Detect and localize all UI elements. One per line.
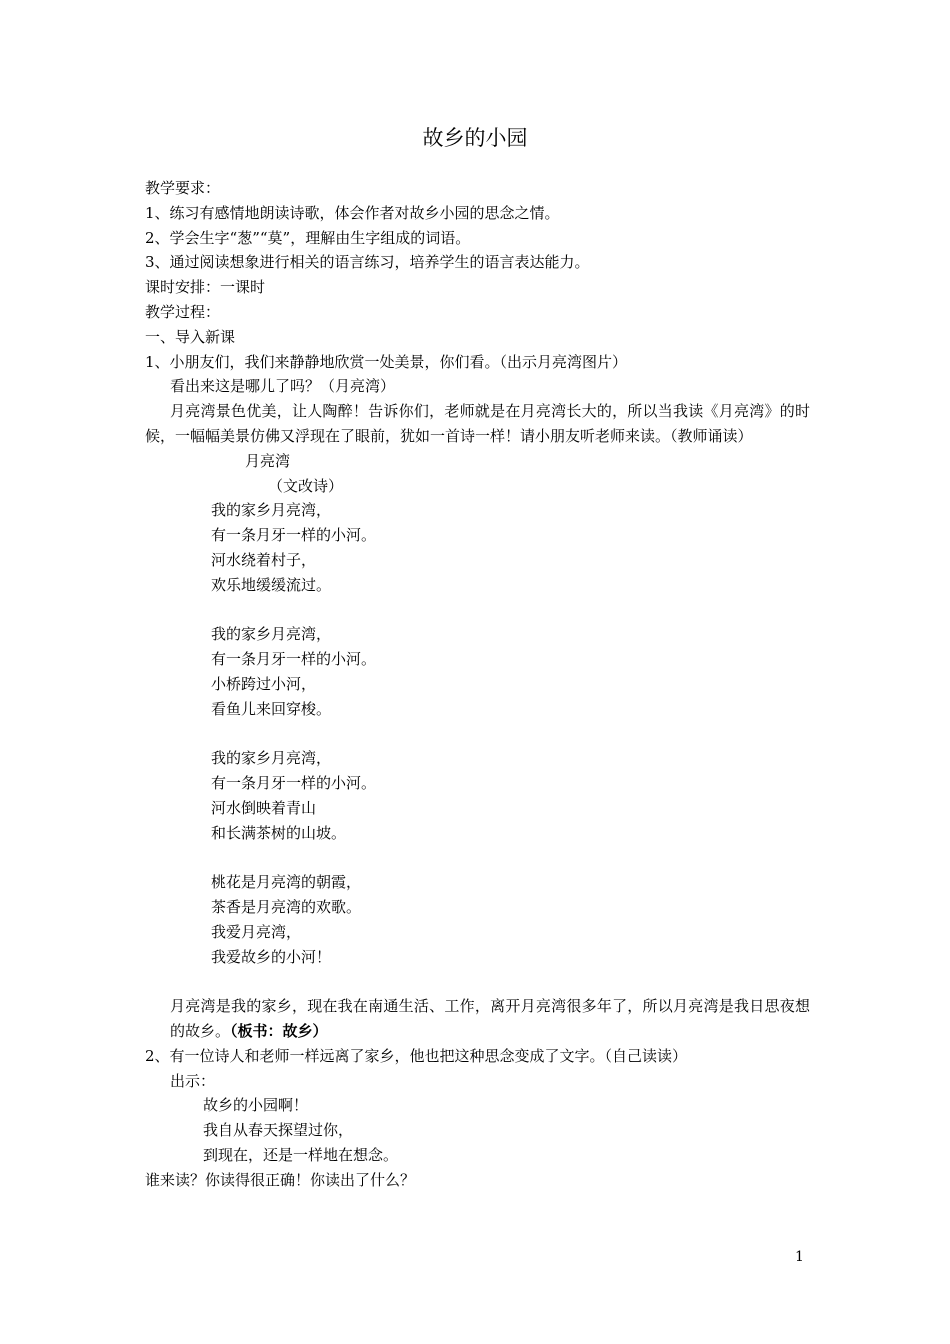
poem-line: 看鱼儿来回穿梭。 bbox=[211, 699, 332, 718]
poem-line: 有一条月牙一样的小河。 bbox=[211, 774, 377, 793]
poem-line: 和长满茶树的山坡。 bbox=[211, 823, 347, 842]
document-title: 故乡的小园 bbox=[422, 126, 528, 150]
poem-line: 欢乐地缓缓流过。 bbox=[211, 575, 332, 594]
poem-line: 小桥跨过小河， bbox=[211, 674, 317, 693]
quote-line: 到现在，还是一样地在想念。 bbox=[203, 1146, 399, 1165]
poem-line: 茶香是月亮湾的欢歌。 bbox=[211, 898, 362, 917]
step-2: 2、有一位诗人和老师一样远离了家乡，他也把这种思念变成了文字。（自己读读） bbox=[145, 1046, 688, 1065]
poem-title: 月亮湾 bbox=[245, 451, 291, 470]
requirements-heading: 教学要求： bbox=[145, 179, 221, 197]
poem-author: （文改诗） bbox=[268, 476, 344, 495]
stanza-gap bbox=[145, 970, 810, 995]
stanza-gap bbox=[145, 846, 810, 871]
poem-line: 有一条月牙一样的小河。 bbox=[211, 650, 377, 669]
requirement-item-2: 2、学会生字“葱”“莫”，理解由生字组成的词语。 bbox=[145, 228, 471, 247]
after-poem-text: 月亮湾是我的家乡，现在我在南通生活、工作，离开月亮湾很多年了，所以月亮湾是我日思夜想的故乡。 bbox=[170, 997, 810, 1041]
page-number: 1 bbox=[795, 1249, 804, 1265]
stanza-gap bbox=[145, 722, 810, 747]
poem-line: 河水倒映着青山 bbox=[211, 798, 317, 817]
poem-line: 我的家乡月亮湾， bbox=[211, 625, 332, 644]
quote-line: 故乡的小园啊！ bbox=[203, 1096, 309, 1115]
section-heading-1: 一、导入新课 bbox=[145, 327, 236, 346]
closing-question: 谁来读？你读得很正确！你读出了什么？ bbox=[145, 1170, 416, 1189]
stanza-gap bbox=[145, 598, 810, 623]
step-1: 1、小朋友们，我们来静静地欣赏一处美景，你们看。（出示月亮湾图片） bbox=[145, 352, 628, 371]
process-heading: 教学过程： bbox=[145, 302, 221, 321]
board-note: （板书：故乡） bbox=[230, 1022, 328, 1041]
poem-line: 我的家乡月亮湾， bbox=[211, 749, 332, 768]
intro-paragraph: 月亮湾景色优美，让人陶醉！告诉你们，老师就是在月亮湾长大的，所以当我读《月亮湾》的时候，一幅幅美景仿佛又浮现在了眼前，犹如一首诗一样！请小朋友听老师来读。（教师诵读） bbox=[145, 402, 810, 445]
poem-line: 我爱月亮湾， bbox=[211, 922, 302, 941]
poem-line: 河水绕着村子， bbox=[211, 550, 317, 569]
show-label: 出示： bbox=[170, 1071, 216, 1090]
requirement-item-1: 1、练习有感情地朗读诗歌，体会作者对故乡小园的思念之情。 bbox=[145, 203, 560, 222]
schedule: 课时安排：一课时 bbox=[145, 278, 266, 297]
poem-line: 我爱故乡的小河！ bbox=[211, 947, 332, 966]
after-poem-paragraph bbox=[145, 994, 810, 1044]
quote-line: 我自从春天探望过你， bbox=[203, 1121, 354, 1140]
poem-line: 有一条月牙一样的小河。 bbox=[211, 526, 377, 545]
requirement-item-3: 3、通过阅读想象进行相关的语言练习，培养学生的语言表达能力。 bbox=[145, 253, 590, 272]
question: 看出来这是哪儿了吗？（月亮湾） bbox=[170, 377, 396, 396]
poem-line: 桃花是月亮湾的朝霞， bbox=[211, 873, 362, 892]
document-body bbox=[145, 176, 810, 1193]
poem-line: 我的家乡月亮湾， bbox=[211, 501, 332, 520]
